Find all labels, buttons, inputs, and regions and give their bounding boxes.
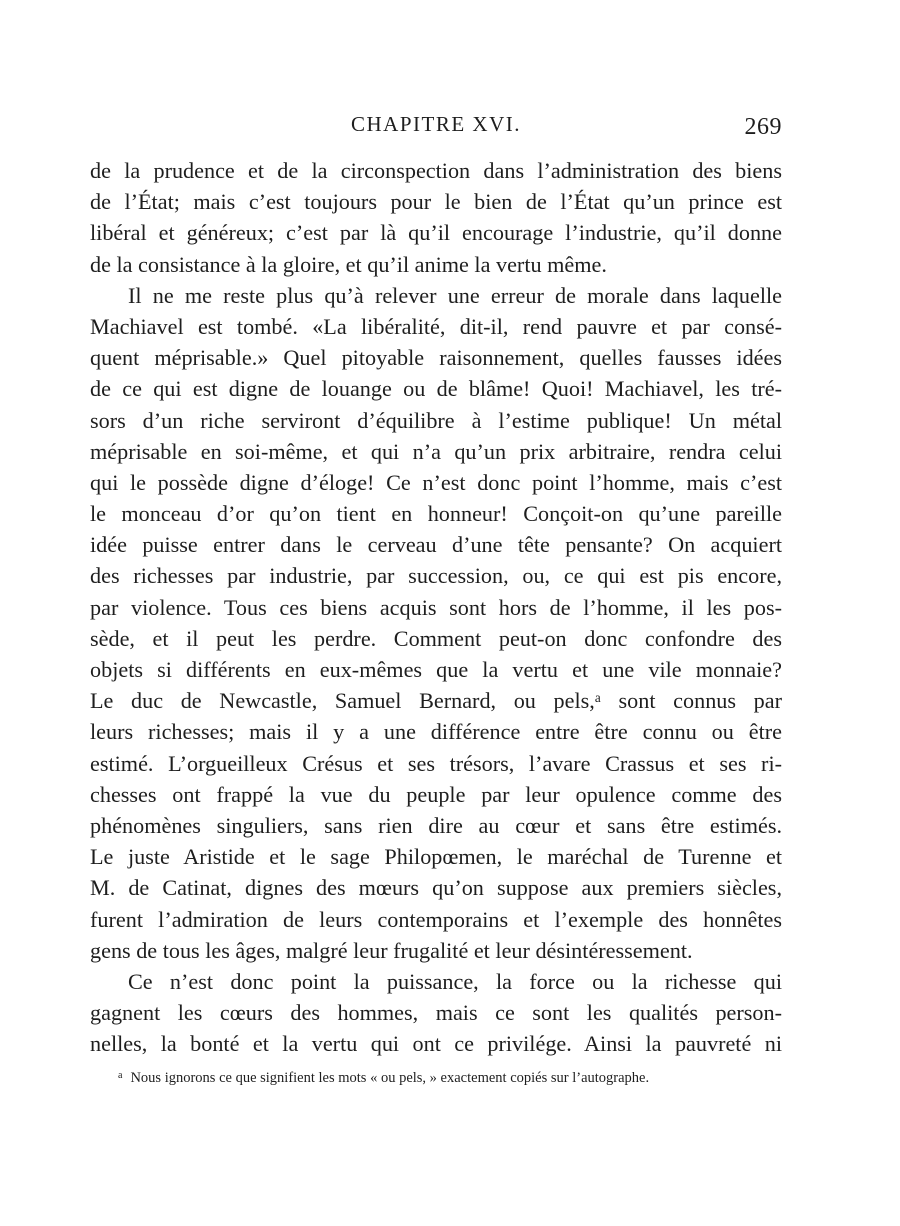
text-line: quent méprisable.» Quel pitoyable raisonnement, quelles fausses idées [90,345,782,371]
text-line: estimé. L’orgueilleux Crésus et ses trésors, l’avare Crassus et ses ri- [90,750,782,776]
footnote [118,1066,778,1088]
text-line: M. de Catinat, dignes des mœurs qu’on suppose aux premiers siècles, [90,875,782,901]
chapter-title: CHAPITRE XVI. [351,112,521,136]
paragraph [90,155,782,280]
footnote-text: Nous ignorons ce que signifient les mots « ou pels, » exactement copiés sur l’autographe. [130,1070,650,1086]
text-line: par violence. Tous ces biens acquis sont hors de l’homme, il les pos- [90,594,782,620]
running-head [90,112,782,142]
text-line: leurs richesses; mais il y a une différence entre être connu ou être [90,719,782,745]
text-line: chesses ont frappé la vue du peuple par leur opulence comme des [90,781,782,807]
text-line: Le juste Aristide et le sage Philopœmen, le maréchal de Turenne et [90,844,782,870]
text-line: qui le possède digne d’éloge! Ce n’est donc point l’homme, mais c’est [90,469,782,495]
text-line: sors d’un riche serviront d’équilibre à l’estime publique! Un métal [90,407,782,433]
body-text [90,155,782,1059]
text-line: de ce qui est digne de louange ou de blâme! Quoi! Machiavel, les tré- [90,376,782,402]
footnote-marker: a [118,1070,123,1081]
text-line: de l’État; mais c’est toujours pour le bien de l’État qu’un prince est [90,189,782,215]
paragraph [90,280,782,966]
text-line: nelles, la bonté et la vertu qui ont ce privilége. Ainsi la pauvreté ni [90,1031,782,1057]
text-line: Machiavel est tombé. «La libéralité, dit-il, rend pauvre et par consé- [90,313,782,339]
text-line: Ce n’est donc point la puissance, la force ou la richesse qui [128,968,782,994]
page-number: 269 [744,114,782,140]
text-line: méprisable en soi-même, et qui n’a qu’un prix arbitraire, rendra celui [90,438,782,464]
text-line: furent l’admiration de leurs contemporains et l’exemple des honnêtes [90,906,782,932]
text-line: idée puisse entrer dans le cerveau d’une tête pensante? On acquiert [90,532,782,558]
paragraph [90,966,782,1060]
text-line: Il ne me reste plus qu’à relever une erreur de morale dans laquelle [128,282,782,308]
text-line: sède, et il peut les perdre. Comment peut-on donc confondre des [90,625,782,651]
text-line: des richesses par industrie, par succession, ou, ce qui est pis encore, [90,563,782,589]
text-line: Le duc de Newcastle, Samuel Bernard, ou pels,ᵃ sont connus par [90,688,782,714]
text-line: phénomènes singuliers, sans rien dire au cœur et sans être estimés. [90,812,782,838]
text-line: gagnent les cœurs des hommes, mais ce sont les qualités person- [90,1000,782,1026]
text-line: libéral et généreux; c’est par là qu’il encourage l’industrie, qu’il donne [90,220,782,246]
text-line: de la consistance à la gloire, et qu’il anime la vertu même. [90,251,607,277]
text-line: objets si différents en eux-mêmes que la vertu et une vile monnaie? [90,657,782,682]
text-line: de la prudence et de la circonspection dans l’administration des biens [90,158,782,183]
text-line: gens de tous les âges, malgré leur frugalité et leur désintéressement. [90,937,693,963]
text-line: le monceau d’or qu’on tient en honneur! Conçoit-on qu’une pareille [90,501,782,527]
